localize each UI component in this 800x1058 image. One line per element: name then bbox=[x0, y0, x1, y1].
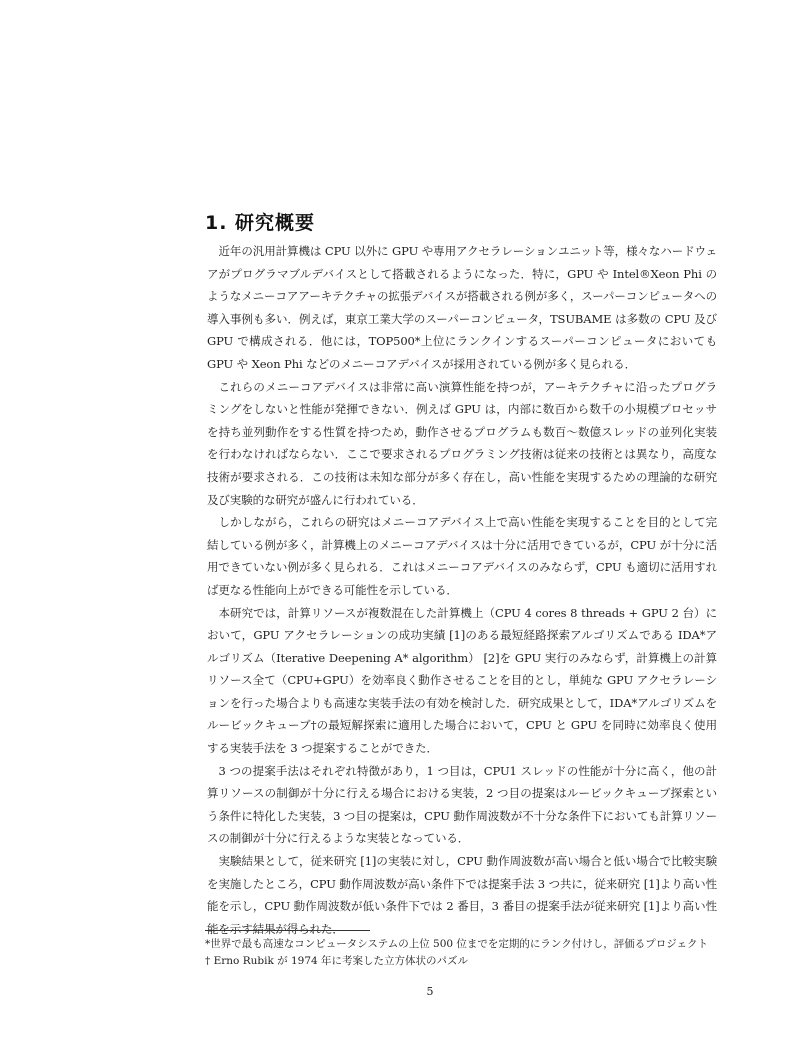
paragraph-5: 3 つの提案手法はそれぞれ特徴があり，1 つ目は，CPU1 スレッドの性能が十分に高く，他の計算リソースの制御が十分に行える場合における実装，2 つ目の提案はルービックキューブ探索という条件に特化した実装，3 つ目の提案は，CPU 動作周波数が不十分な条件下においても計算リソースの制御が十分に行えるような実装となっている． bbox=[207, 763, 717, 846]
paragraph-2: これらのメニーコアデバイスは非常に高い演算性能を持つが，アーキテクチャに沿ったプログラミングをしないと性能が発揮できない．例えば GPU は，内部に数百から数千の小規模プロセッサを持ち並列動作をする性質を持つため，動作させるプログラムも数百～数億スレッドの並列化実装を行わなければならない．ここで要求されるプログラミング技術は従来の技術とは異なり，高度な技術が要求される．この技術は未知な部分が多く存在し，高い性能を実現するための理論的な研究及び実験的な研究が盛んに行われている． bbox=[207, 379, 717, 507]
page-number: 5 bbox=[426, 985, 434, 998]
paragraph-3: しかしながら，これらの研究はメニーコアデバイス上で高い性能を実現することを目的として完結している例が多く，計算機上のメニーコアデバイスは十分に活用できているが，CPU が十分に活用できていない例が多く見られる．これはメニーコアデバイスのみならず，CPU も適切に活用すれば更なる性能向上ができる可能性を示している． bbox=[207, 515, 717, 597]
paragraph-1: 近年の汎用計算機は CPU 以外に GPU や専用アクセラレーションユニット等，様々なハードウェアがプログラマブルデバイスとして搭載されるようになった．特に，GPU や Intel®Xeon Phi のようなメニーコアアーキテクチャの拡張デバイスが搭載される例が多く，スーパーコンピュータへの導入事例も多い．例えば，東京工業大学のスーパーコンピュータ，TSUBAME は多数の CPU 及び GPU で構成される．他には，TOP500*上位にランクインするスーパーコンピュータにおいても GPU や Xeon Phi などのメニーコアデバイスが採用されている例が多く見られる． bbox=[207, 244, 717, 371]
footnote-rubik: † Erno Rubik が 1974 年に考案した立方体状のパズル bbox=[205, 955, 469, 967]
section-heading: 1. 研究概要 bbox=[205, 212, 316, 234]
footnote-divider bbox=[205, 930, 370, 931]
body-text bbox=[207, 240, 717, 940]
footnote-top500: *世界で最も高速なコンピュータシステムの上位 500 位までを定期的にランク付けし，評価るプロジェクト bbox=[205, 938, 708, 950]
footnotes bbox=[205, 936, 720, 970]
paragraph-4: 本研究では，計算リソースが複数混在した計算機上（CPU 4 cores 8 threads + GPU 2 台）において，GPU アクセラレーションの成功実績 [1]のある最短経路探索アルゴリズムである IDA*アルゴリズム（Iterative Deepening A* algorithm） [2]を GPU 実行のみならず，計算機上の計算リソース全て（CPU+GPU）を効率良く動作させることを目的とし，単純な GPU アクセラレーションを行った場合よりも高速な実装手法の有効を検討した．研究成果として，IDA*アルゴリズムをルービックキューブ†の最短解探索に適用した場合において，CPU と GPU を同時に効率良く使用する実装手法を 3 つ提案することができた． bbox=[207, 605, 717, 756]
paragraph-6: 実験結果として，従来研究 [1]の実装に対し，CPU 動作周波数が高い場合と低い場合で比較実験を実施したところ，CPU 動作周波数が高い条件下では提案手法 3 つ共に，従来研究 [1]より高い性能を示し，CPU 動作周波数が低い条件下では 2 番目，3 番目の提案手法が従来研究 [1]より高い性能を示す結果が得られた． bbox=[207, 854, 717, 936]
